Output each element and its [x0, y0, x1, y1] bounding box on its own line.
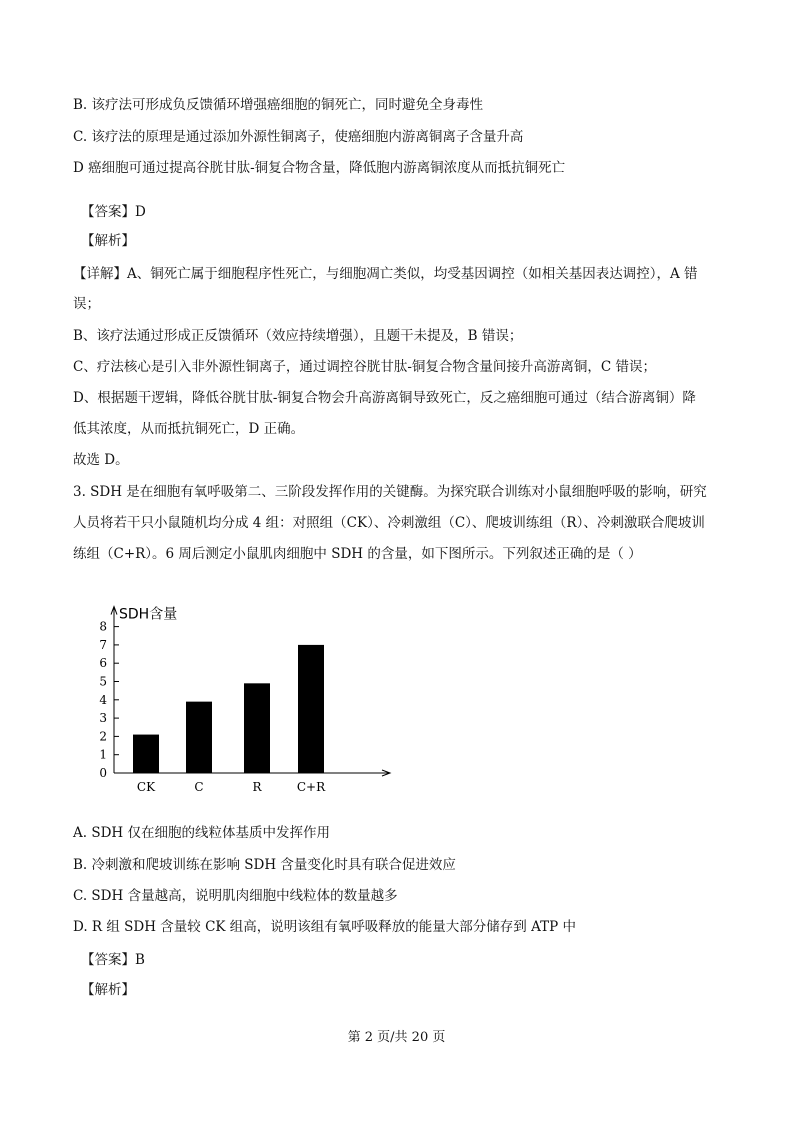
y-tick-label: 7	[99, 637, 107, 652]
y-tick-label: 1	[99, 747, 107, 762]
question-3-line-3: 练组（C+R）。6 周后测定小鼠肌肉细胞中 SDH 的含量，如下图所示。下列叙述正确的是（ ）	[73, 546, 642, 562]
analysis-label: 【解析】	[81, 233, 135, 249]
detail-line-2: 误；	[73, 296, 100, 312]
x-tick-label: R	[252, 780, 262, 794]
y-tick-label: 5	[99, 674, 107, 689]
answer-label: 【答案】D	[81, 204, 146, 220]
q3-option-c: C. SDH 含量越高，说明肌肉细胞中线粒体的数量越多	[73, 888, 398, 904]
x-tick-label: C	[194, 780, 204, 794]
q3-answer-label: 【答案】B	[81, 952, 145, 968]
y-tick-label: 2	[99, 729, 107, 744]
detail-line-5: D、根据题干逻辑，降低谷胱甘肽-铜复合物会升高游离铜导致死亡，反之癌细胞可通过（结合游离铜）降	[73, 390, 696, 406]
x-tick-label: CK	[136, 780, 156, 794]
sdh-bar-chart	[90, 585, 410, 800]
y-tick-label: 8	[99, 619, 107, 634]
option-d: D 癌细胞可通过提高谷胱甘肽-铜复合物含量，降低胞内游离铜浓度从而抵抗铜死亡	[73, 160, 566, 176]
detail-line-6: 低其浓度，从而抵抗铜死亡，D 正确。	[73, 421, 305, 437]
y-tick-label: 6	[99, 656, 107, 671]
bar-ck	[133, 735, 159, 773]
detail-line-1: 【详解】A、铜死亡属于细胞程序性死亡，与细胞凋亡类似，均受基因调控（如相关基因表达调控），A 错	[73, 266, 698, 282]
option-b: B. 该疗法可形成负反馈循环增强癌细胞的铜死亡，同时避免全身毒性	[73, 97, 484, 113]
detail-line-3: B、该疗法通过形成正反馈循环（效应持续增强），且题干未提及，B 错误；	[73, 328, 523, 344]
option-c: C. 该疗法的原理是通过添加外源性铜离子，使癌细胞内游离铜离子含量升高	[73, 129, 524, 145]
page-footer: 第 2 页/共 20 页	[347, 1030, 446, 1045]
y-axis-label: SDH含量	[119, 606, 178, 623]
q3-option-d: D. R 组 SDH 含量较 CK 组高，说明该组有氧呼吸释放的能量大部分储存到 ATP 中	[73, 919, 576, 935]
q3-option-a: A. SDH 仅在细胞的线粒体基质中发挥作用	[73, 825, 330, 841]
y-tick-label: 4	[99, 692, 107, 707]
q3-analysis-label: 【解析】	[81, 982, 135, 998]
bar-r	[244, 683, 270, 773]
x-tick-label: C+R	[296, 780, 326, 794]
question-3-line-1: 3. SDH 是在细胞有氧呼吸第二、三阶段发挥作用的关键酶。为探究联合训练对小鼠细胞呼吸的影响，研究	[73, 484, 707, 500]
question-3-line-2: 人员将若干只小鼠随机均分成 4 组：对照组（CK）、冷刺激组（C）、爬坡训练组（R）、冷刺激联合爬坡训	[73, 515, 705, 531]
bar-c-plus-r	[298, 645, 324, 773]
bar-c	[186, 702, 212, 773]
y-tick-label: 0	[99, 766, 107, 780]
q3-option-b: B. 冷刺激和爬坡训练在影响 SDH 含量变化时具有联合促进效应	[73, 857, 456, 873]
detail-line-4: C、疗法核心是引入非外源性铜离子，通过调控谷胱甘肽-铜复合物含量间接升高游离铜，C 错误；	[73, 359, 657, 375]
conclusion: 故选 D。	[73, 452, 129, 468]
y-tick-label: 3	[99, 711, 107, 726]
